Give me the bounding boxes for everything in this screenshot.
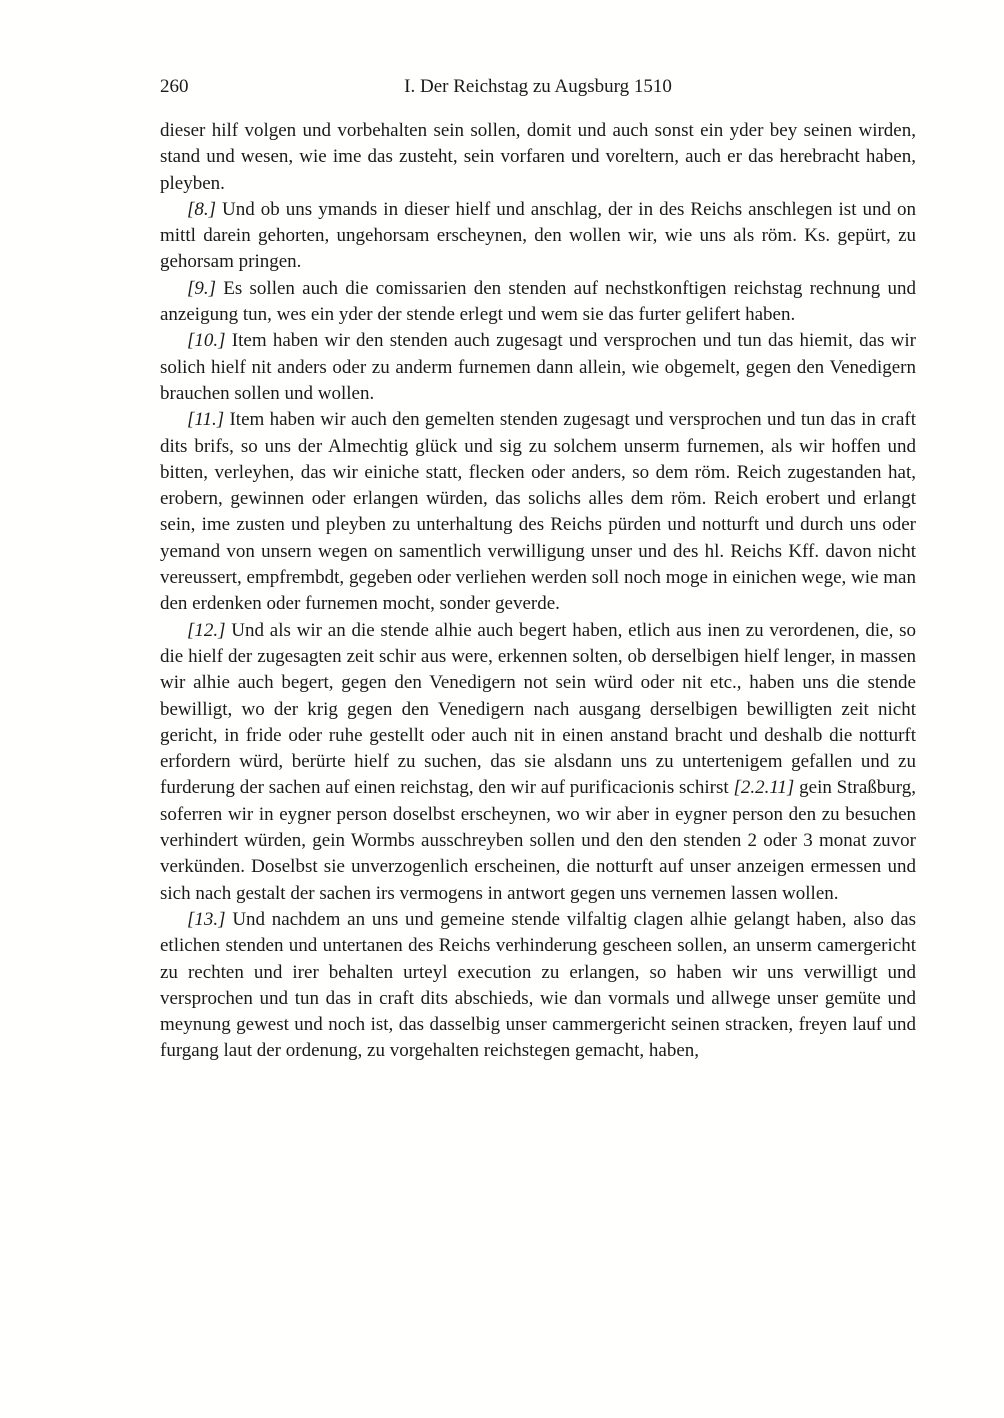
paragraph xyxy=(160,407,916,617)
paragraph-text: Und ob uns ymands in dieser hielf und anschlag, der in des Reichs anschlegen ist und on mittl darein gehorten, ungehorsam erscheynen, den wollen wir, wie uns als röm. Ks. gepürt, zu gehorsam pringen. xyxy=(160,198,916,273)
editorial-marker: [8.] xyxy=(187,198,217,220)
paragraph xyxy=(160,118,916,197)
paragraph-text: dieser hilf volgen und vorbehalten sein sollen, domit und auch sonst ein yder bey seinen wirden, stand und wesen, wie ime das zusteht, sein vorfaren und voreltern, auch er das herebracht haben, pleyben. xyxy=(160,120,916,194)
paragraph-text: Es sollen auch die comissarien den stenden auf nechstkonftigen reichstag rechnung und anzeigung tun, wes ein yder der stende erlegt und wem sie das furter gelifert haben. xyxy=(160,277,916,326)
editorial-marker: [13.] xyxy=(187,908,226,930)
paragraph-text: Item haben wir auch den gemelten stenden zugesagt und versprochen und tun das in craft dits brifs, so uns der Almechtig glück und sig zu solchem unserm furnemen, als wir hoffen und bitten, verleyhen, das wir einiche statt, flecken oder anders, so dem röm. Reich zugestanden hat, erobern, gewinnen oder erlangen würden, das solichs alles dem röm. Reich erobert und erlangt sein, ime zusten und pleyben zu unterhaltung des Reichs pürden und notturft und durch uns oder yemand von unsern wegen on samentlich verwilligung unser und des hl. Reichs Kff. davon nicht vereussert, empfrembdt, gegeben oder verliehen werden soll noch moge in einichen wege, wie man den erdenken oder furnemen mocht, sonder geverde. xyxy=(160,409,916,615)
paragraph xyxy=(160,618,916,907)
editorial-marker: [12.] xyxy=(187,619,226,641)
paragraph-text: Item haben wir den stenden auch zugesagt und versprochen und tun das hiemit, das wir solich hielf nit anders oder zu anderm furnemen dann allein, wie obgemelt, gegen den Venedigern brauchen sollen und wollen. xyxy=(160,330,916,404)
paragraph-text: Und als wir an die stende alhie auch begert haben, etlich aus inen zu verordenen, die, so die hielf der zugesagten zeit schir aus were, erkennen solten, ob derselbigen hielf lenger, in massen wir alhie auch begert, gegen den Venedigern not sein würd oder nit etc., haben uns die stende bewilligt, wo der krig gegen den Venedigern nach ausgang derselbigen bewilligten zeit nicht gericht, in fride oder ruhe gestellt oder auch nit in einen anstand bracht und deshalb die notturft erfordern würd, berürte hielf zu suchen, das sie alsdann uns zu untertenigem gefallen und zu furderung der sachen auf einen reichstag, den wir auf purificacionis schirst xyxy=(160,619,916,799)
editorial-marker: [10.] xyxy=(187,330,226,352)
paragraph xyxy=(160,276,916,329)
paragraph-text: Und nachdem an uns und gemeine stende vilfaltig clagen alhie gelangt haben, also das etlichen stenden und untertanen des Reichs verhinderung gescheen sollen, an unserm camergericht zu rechten und irer behalten urteyl execution zu erlangen, so haben wir uns verwilligt und versprochen und tun das in craft dits abschieds, wie dan vormals und allwege unser gemüte und meynung gewest und noch ist, das dasselbig unser cammergericht seinen stracken, freyen lauf und furgang laut der ordenung, zu vorgehalten reichstegen gemacht, haben, xyxy=(160,908,916,1062)
running-header: I. Der Reichstag zu Augsburg 1510 xyxy=(404,76,672,97)
paragraph xyxy=(160,907,916,1065)
editorial-marker: [9.] xyxy=(187,277,217,299)
editorial-marker: [2.2.11] xyxy=(733,777,795,799)
paragraph xyxy=(160,197,916,276)
page-header xyxy=(160,76,916,102)
paragraph-text: gein Straßburg, soferren wir in eygner person doselbst erscheynen, wo wir aber in eygner person den zu besuchen verhindert würden, gein Wormbs ausschreyben sollen und den den stenden 2 oder 3 monat zuvor verkünden. Doselbst sie unverzogenlich erscheinen, die notturft auf unser anzeigen ermessen und sich nach gestalt der sachen irs vermogens in antwort gegen uns vernemen lassen wollen. xyxy=(160,777,916,904)
page-number: 260 xyxy=(160,76,189,97)
text-body xyxy=(160,118,916,1065)
paragraph xyxy=(160,328,916,407)
editorial-marker: [11.] xyxy=(187,409,225,431)
